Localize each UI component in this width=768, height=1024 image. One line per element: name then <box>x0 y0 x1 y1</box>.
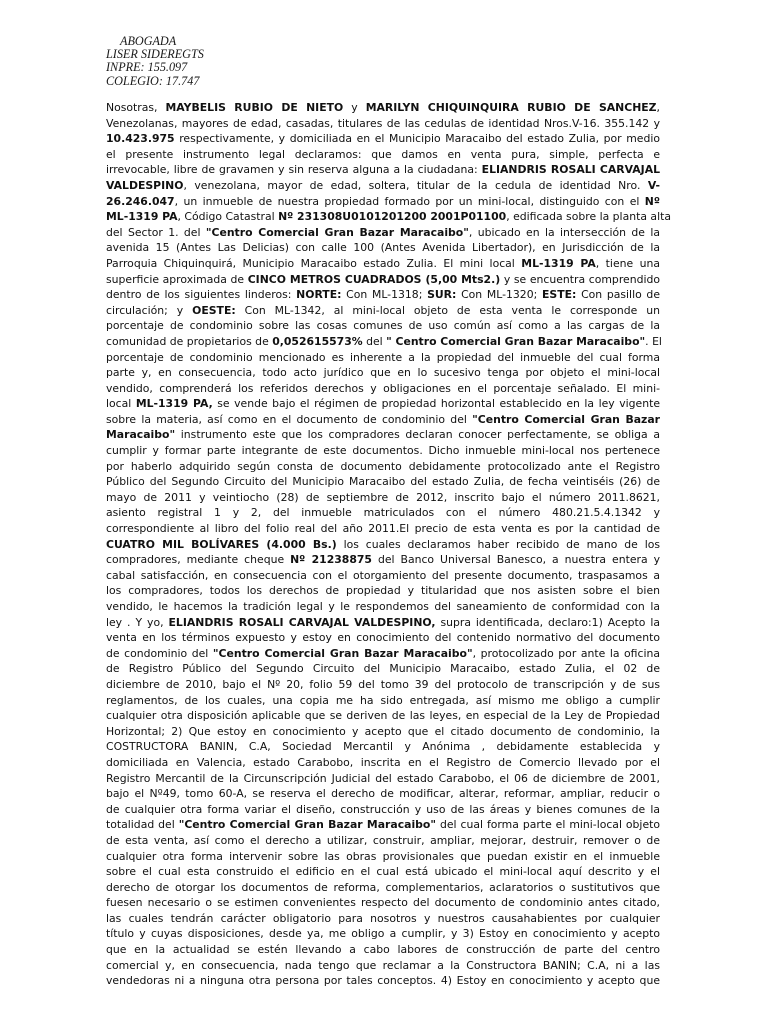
body-text: de condominio del <box>106 646 213 660</box>
body-text: avenida 15 (Antes Las Delicias) con calle 100 (Antes Avenida Libertador), en Jurisdicción de la <box>106 241 660 255</box>
body-line <box>106 427 660 443</box>
body-text: , un inmueble de nuestra propiedad formado por un mini-local, distinguido con el <box>174 194 645 208</box>
body-text: circulación; y <box>106 303 193 317</box>
body-line <box>106 334 660 350</box>
body-line <box>106 958 660 974</box>
body-text: sobre la materia, así como en el documento de condominio del <box>106 412 473 426</box>
body-text: cualquier otra forma intervenir sobre las obras provisionales que puedan existir en el inmueble <box>106 849 660 863</box>
body-text: de cualquier otra forma variar el diseño, construcción y uso de las áreas y bienes comunes de la <box>106 802 660 816</box>
body-line <box>106 630 660 646</box>
body-line <box>106 926 660 942</box>
lawyer-header <box>106 35 204 88</box>
body-line <box>106 693 660 709</box>
bold-text: "Centro Comercial Gran Bazar <box>472 412 660 426</box>
body-text: respectivamente, y domiciliada en el Municipio Maracaibo del estado Zulia, por medio <box>174 132 660 146</box>
body-line <box>106 209 671 225</box>
body-line <box>106 412 660 428</box>
bold-text: "Centro Comercial Gran Bazar Maracaibo" <box>205 225 469 239</box>
body-text: sobre el cual esta construido el edificio en el cual está ubicado el mini-local aquí descrito y el <box>106 865 660 879</box>
body-line <box>106 490 660 506</box>
body-line <box>106 615 660 631</box>
body-line <box>106 677 660 693</box>
bold-text: ML-1319 PA <box>521 256 596 270</box>
body-text: instrumento este que los compradores declaran conocer perfectamente, se obliga a <box>175 428 660 442</box>
bold-text: "Centro Comercial Gran Bazar Maracaibo" <box>178 818 437 832</box>
bold-text: ESTE: <box>541 288 577 302</box>
body-line <box>106 942 660 958</box>
body-line <box>106 973 660 989</box>
body-line <box>106 724 660 740</box>
body-text: parte y, en consecuencia, todo acto jurídico que en lo sucesivo tenga por objeto el mini-local <box>106 366 660 380</box>
bold-text: VALDESPINO <box>106 178 184 192</box>
bold-text: 0,052615573% <box>272 334 363 348</box>
body-text: que en la actualidad se estén llevando a cabo labores de construcción de parte del centro <box>106 943 660 957</box>
body-line <box>106 817 660 833</box>
body-line <box>106 708 660 724</box>
body-line <box>106 116 660 132</box>
body-text: mayo de 2011 y veintiocho (28) de septiembre de 2012, inscrito bajo el número 2011.8621, <box>106 490 660 504</box>
bold-text: SUR: <box>427 288 457 302</box>
body-line <box>106 194 660 210</box>
lawyer-title: ABOGADA <box>120 34 177 48</box>
bold-text: OESTE: <box>192 303 236 317</box>
body-line <box>106 178 660 194</box>
body-line <box>106 147 660 163</box>
body-line <box>106 895 660 911</box>
body-text: y se encuentra comprendido <box>500 272 660 286</box>
bold-text: " Centro Comercial Gran Bazar Maracaibo" <box>386 334 646 348</box>
body-text: del <box>362 334 387 348</box>
body-text: comunidad de propietarios de <box>106 334 273 348</box>
body-text: los compradores, todos los derechos de propiedad y titularidad que nos asisten sobre el bien <box>106 584 660 598</box>
body-text: , protocolizado por ante la oficina <box>472 646 661 660</box>
body-line <box>106 552 660 568</box>
body-text: del Banco Universal Banesco, a nuestra entera y <box>371 553 661 567</box>
body-text: porcentaje de condominio sobre las cosas comunes de uso común así como a las cargas de la <box>106 319 660 333</box>
bold-text: ELIANDRIS ROSALI CARVAJAL <box>481 163 660 177</box>
body-text: superficie aproximada de <box>106 272 248 286</box>
body-line <box>106 833 660 849</box>
body-text: irrevocable, libre de gravamen y sin reserva alguna a la ciudadana: <box>106 163 482 177</box>
body-text: Con ML-1320; <box>456 288 542 302</box>
bold-text: ML-1319 PA <box>106 210 178 224</box>
body-line <box>106 802 660 818</box>
bold-text: V- <box>647 178 660 192</box>
body-text: , venezolana, mayor de edad, soltera, titular de la cedula de identidad Nro. <box>183 178 648 192</box>
body-text: por haberlo adquirido según consta de documento debidamente protocolizado ante el Registro <box>106 459 660 473</box>
bold-text: "Centro Comercial Gran Bazar Maracaibo" <box>212 646 473 660</box>
body-text: Público del Segundo Circuito del Municipio Maracaibo del estado Zulia, de fecha veintiséis (26) de <box>106 475 660 489</box>
body-text: se vende bajo el régimen de propiedad horizontal establecido en la ley vigente <box>212 397 661 411</box>
body-text: reglamentos, de los cuales, una copia me ha sido entregada, así mismo me obligo a cumplir <box>106 693 660 707</box>
body-text: el presente instrumento legal declaramos: que damos en venta pura, simple, perfecta e <box>106 147 660 161</box>
body-line <box>106 131 660 147</box>
body-line <box>106 459 660 475</box>
body-text: , <box>656 101 660 114</box>
body-text: Con ML-1318; <box>341 288 428 302</box>
body-line <box>106 739 660 755</box>
body-text: bajo el Nº49, tomo 60-A, se reserva el derecho de modificar, alterar, reformar, ampliar, reducir o <box>106 787 660 801</box>
body-line <box>106 381 660 397</box>
body-line <box>106 646 660 662</box>
body-text: COSTRUCTORA BANIN, C.A, Sociedad Mercantil y Anónima , debidamente establecida y <box>106 740 660 754</box>
body-line <box>106 583 660 599</box>
body-text: fuesen necesario o se estimen convenientes respecto del documento de condominio antes citado, <box>106 896 660 910</box>
body-text: título y cuyas disposiciones, desde ya, me obligo a cumplir, y 3) Estoy en conocimiento y acepto <box>106 927 660 941</box>
bold-text: Maracaibo" <box>106 428 176 442</box>
body-text: asiento registral 1 y 2, del inmueble matriculados con el número 480.21.5.4.1342 y <box>106 506 660 520</box>
body-line <box>106 755 660 771</box>
body-text: dentro de los siguientes linderos: <box>106 288 297 302</box>
body-text: vendido, le hacemos la tradición legal y le respondemos del saneamiento de conformidad con la <box>106 600 660 613</box>
body-text: los cuales declaramos haber recibido de mano de los <box>336 537 660 551</box>
body-line <box>106 162 660 178</box>
body-line <box>106 849 660 865</box>
body-text: diciembre de 2010, bajo el Nº 20, folio 59 del tomo 39 del protocolo de transcripción y de sus <box>106 677 660 691</box>
body-text: del Sector 1. del <box>106 225 206 239</box>
body-line <box>106 521 660 537</box>
body-text: , Código Catastral <box>177 210 279 224</box>
body-text: , edificada sobre la planta alta <box>506 210 671 224</box>
body-text: totalidad del <box>106 818 179 832</box>
body-line <box>106 911 660 927</box>
body-text: supra identificada, declaro:1) Acepto la <box>435 615 660 629</box>
body-text: Con ML-1342, al mini-local objeto de esta venta le corresponde un <box>235 303 660 317</box>
body-text: cumplir y formar parte integrante de este documentos. Dicho inmueble mini-local nos pertenece <box>106 444 660 458</box>
bold-text: 26.246.047 <box>106 194 175 208</box>
body-text: cabal satisfacción, en consecuencia con el otorgamiento del presente documento, traspasamos a <box>106 568 660 582</box>
lawyer-colegio: COLEGIO: 17.747 <box>106 73 200 88</box>
body-text: las cuales tendrán carácter obligatorio para nosotros y nuestros causahabientes por cualquier <box>106 911 660 925</box>
body-text: y <box>343 101 366 114</box>
body-text: de esta venta, así como el derecho a utilizar, construir, ampliar, mejorar, destruir, remover o de <box>106 833 660 847</box>
bold-text: CINCO METROS CUADRADOS (5,00 Mts2.) <box>247 272 501 286</box>
bold-text: ELIANDRIS ROSALI CARVAJAL VALDESPINO, <box>168 615 436 629</box>
body-line <box>106 303 660 319</box>
bold-text: Nº <box>644 194 660 208</box>
body-text: derecho de otorgar los documentos de reforma, complementarios, aclaratorios o sustitutivos que <box>106 880 660 894</box>
body-text: cualquier otra disposición aplicable que se deriven de las leyes, en especial de la Ley de Propiedad <box>106 709 660 723</box>
bold-text: Nº 21238875 <box>290 553 372 567</box>
body-text: , tiene una <box>595 256 660 270</box>
bold-text: 10.423.975 <box>106 132 175 146</box>
body-text: vendido, comprenderá los referidos derechos y obligaciones en el porcentaje señalado. El mini- <box>106 381 660 395</box>
bold-text: MARILYN CHIQUINQUIRA RUBIO DE SANCHEZ <box>365 101 657 114</box>
body-line <box>106 771 660 787</box>
body-text: . El <box>645 334 662 348</box>
body-line <box>106 443 660 459</box>
bold-text: CUATRO MIL BOLÍVARES (4.000 Bs.) <box>106 537 337 551</box>
body-text: Nosotras, <box>106 101 166 114</box>
body-line <box>106 537 660 553</box>
body-text: Venezolanas, mayores de edad, casadas, titulares de las cedulas de identidad Nros.V-16. 355.142 y <box>106 116 660 130</box>
body-line <box>106 661 660 677</box>
body-text: correspondiente al libro del folio real del año 2011.El precio de esta venta es por la cantidad de <box>106 522 660 536</box>
body-text: venta en los términos expuesto y estoy en conocimiento del contenido normativo del documento <box>106 631 660 645</box>
body-text: del cual forma parte el mini-local objeto <box>436 818 661 832</box>
body-line <box>106 287 660 303</box>
body-line <box>106 365 660 381</box>
body-line <box>106 880 660 896</box>
body-line <box>106 318 660 334</box>
body-line <box>106 599 660 615</box>
body-text: porcentaje de condominio mencionado es inherente a la propiedad del inmueble del cual forma <box>106 350 660 364</box>
document-body <box>106 100 671 989</box>
body-line <box>106 505 660 521</box>
body-line <box>106 256 660 272</box>
body-text: domiciliada en Valencia, estado Carabobo, inscrita en el Registro de Comercio llevado por el <box>106 755 660 769</box>
body-line <box>106 396 660 412</box>
body-line <box>106 474 660 490</box>
body-line <box>106 568 660 584</box>
body-text: Registro Mercantil de la Circunscripción Judicial del estado Carabobo, el 06 de diciembre de 2001, <box>106 771 660 785</box>
body-text: compradores, mediante cheque <box>106 553 291 567</box>
body-text: local <box>106 397 136 411</box>
body-text: Con pasillo de <box>576 288 660 302</box>
bold-text: ML-1319 PA, <box>135 397 213 411</box>
bold-text: Nº 231308U0101201200 2001P01100 <box>278 210 507 224</box>
lawyer-inpre: INPRE: 155.097 <box>106 60 188 75</box>
bold-text: NORTE: <box>296 288 342 302</box>
body-line <box>106 350 660 366</box>
lawyer-name: LISER SIDEREGTS <box>106 47 204 62</box>
body-line <box>106 225 660 241</box>
body-text: vendedoras ni a ninguna otra persona por tales conceptos. 4) Estoy en conocimiento y acepto que <box>106 974 660 988</box>
body-line <box>106 240 660 256</box>
bold-text: MAYBELIS RUBIO DE NIETO <box>165 101 344 114</box>
body-text: comercial y, en consecuencia, nada tengo que reclamar a la Constructora BANIN; C.A, ni a las <box>106 958 660 972</box>
body-text: ley . Y yo, <box>106 615 169 629</box>
body-text: de Registro Público del Segundo Circuito del Municipio Maracaibo, estado Zulia, el 02 de <box>106 662 660 676</box>
body-line <box>106 272 660 288</box>
body-line <box>106 786 660 802</box>
body-line <box>106 100 660 116</box>
body-line <box>106 864 660 880</box>
body-text: Horizontal; 2) Que estoy en conocimiento y acepto que el citado documento de condominio, la <box>106 724 660 738</box>
body-text: Parroquia Chiquinquirá, Municipio Maracaibo estado Zulia. El mini local <box>106 256 522 270</box>
body-text: , ubicado en la intersección de la <box>468 225 661 239</box>
